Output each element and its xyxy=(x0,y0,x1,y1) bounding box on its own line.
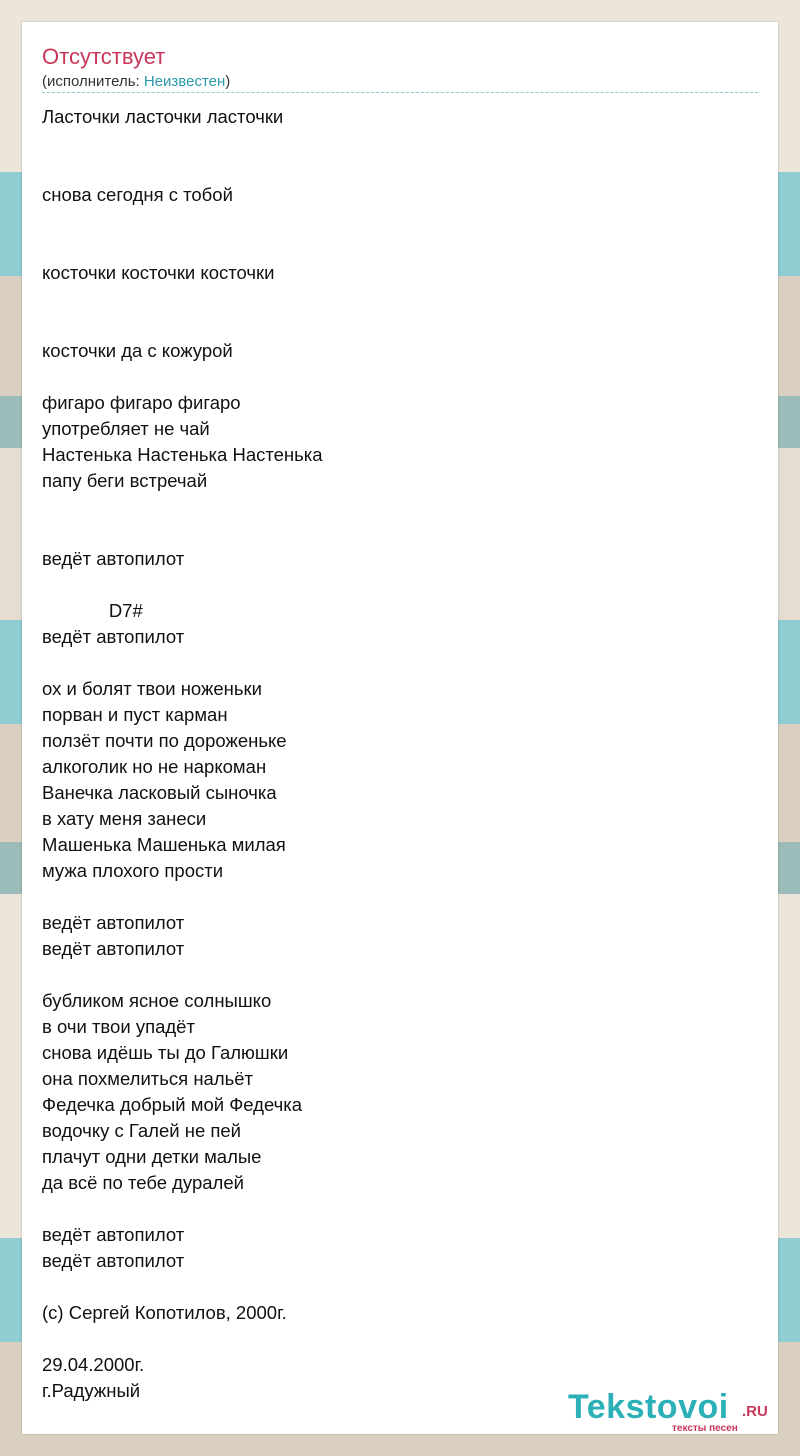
logo-tld: .RU xyxy=(742,1403,768,1420)
logo-tagline: тексты песен xyxy=(672,1423,738,1434)
logo-wordmark: Tekstovoi xyxy=(568,1388,729,1426)
artist-suffix: ) xyxy=(225,73,231,90)
artist-prefix: (исполнитель: xyxy=(42,73,144,90)
header-divider xyxy=(42,92,758,93)
lyrics-card xyxy=(22,22,778,1434)
lyrics-text: Ласточки ласточки ласточки снова сегодня с тобой косточки косточки косточки косточки да с кожурой фигаро фигаро фигаро употребляет не чай Настенька Настенька Настенька папу беги встречай ведёт автопилот D7# ведёт автопилот ох и болят твои ноженьки порван и пуст карман ползёт почти по дороженьке алкоголик но не наркоман Ванечка ласковый сыночка в хату меня занеси Машенька Машенька милая мужа плохого прости ведёт автопилот ведёт автопилот бубликом ясное солнышко в очи твои упадёт снова идёшь ты до Галюшки она похмелиться нальёт Федечка добрый мой Федечка водочку с Галей не пей плачут одни детки малые да всё по тебе дуралей ведёт автопилот ведёт автопилот (c) Сергей Копотилов, 2000г. 29.04.2000г. г.Радужный xyxy=(42,106,323,1401)
site-logo[interactable] xyxy=(568,1390,778,1434)
artist-link[interactable]: Неизвестен xyxy=(143,73,226,90)
song-title: Отсутствует xyxy=(42,44,166,69)
artist-line xyxy=(42,73,230,91)
